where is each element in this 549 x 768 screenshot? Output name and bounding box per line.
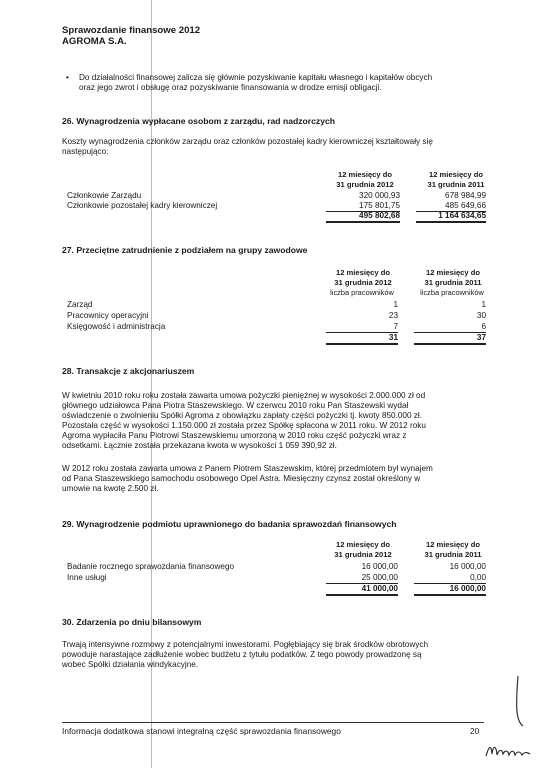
s28-paragraph1-line: oświadczenie o zwolnieniu Spółki Agroma z obowiązku zapłaty części pożyczki tj. kwoty 850.000 zł.	[62, 411, 422, 420]
footer-text: Informacja dodatkowa stanowi integralną część sprawozdania finansowego	[62, 726, 341, 736]
s29-row-value-2011: 16 000,00	[449, 562, 486, 571]
s29-total-2012: 41 000,00	[326, 584, 398, 596]
s28-paragraph1-line: W kwietniu 2010 roku roku została zawarta umowa pożyczki pieniężnej w wysokości 2.000.000 zł od	[62, 391, 426, 400]
s26-row-value-2011: 678 984,99	[445, 191, 486, 200]
s26-total-2011: 1 164 634,65	[416, 211, 486, 223]
s29-col2011-line1: 12 miesięcy do	[425, 540, 481, 549]
s27-row-value-2012: 7	[326, 322, 398, 333]
footer-divider	[62, 722, 484, 723]
section-28-heading: 28. Transakcje z akcjonariuszem	[62, 366, 195, 376]
section-27-heading: 27. Przeciętne zatrudnienie z podziałem na grupy zawodowe	[62, 245, 308, 255]
company-name: AGROMA S.A.	[62, 36, 127, 47]
s29-row-value-2012: 16 000,00	[361, 562, 398, 571]
s27-col2011-line1: 12 miesięcy do	[425, 268, 481, 277]
section-26-heading: 26. Wynagrodzenia wypłacane osobom z zarządu, rad nadzorczych	[62, 116, 336, 126]
s28-paragraph2-line: W 2012 roku została zawarta umowa z Panem Piotrem Staszewskim, której przedmiotem był wynajem	[62, 464, 433, 473]
s29-row-value-2011: 0,00	[414, 573, 486, 584]
handwritten-mark	[508, 674, 528, 730]
s26-row-label: Członkowie pozostałej kadry kierowniczej	[67, 201, 218, 210]
s27-row-label: Księgowość i administracja	[67, 322, 166, 331]
s27-col2012-line3: liczba pracowników	[330, 288, 394, 297]
s28-paragraph1-line: odsetkami. Łącznie została przekazana kwota w wysokości 1 059 390,92 zł.	[62, 441, 337, 450]
section-26-text-line2: następująco:	[62, 147, 109, 156]
s26-col2011-line1: 12 miesięcy do	[428, 170, 484, 179]
intro-bullet-line2: oraz jego zwrot i obsługę oraz pozyskiwanie finansowania w drodze emisji obligacji.	[79, 83, 382, 92]
section-26-text-line1: Koszty wynagrodzenia członków zarządu oraz członków pozostałej kadry kierowniczej kształtowały się	[62, 137, 433, 146]
s26-col2011-line2: 31 grudnia 2011	[427, 180, 485, 189]
s27-row-value-2011: 6	[414, 322, 486, 333]
s27-col2011-line2: 31 grudnia 2011	[424, 278, 482, 287]
s30-text-line: wobec Spółki działania windykacyjne.	[62, 660, 199, 669]
s27-row-label: Zarząd	[67, 300, 93, 309]
s27-col2012-line1: 12 miesięcy do	[335, 268, 391, 277]
page-number: 20	[470, 726, 480, 736]
s27-row-value-2011: 30	[476, 311, 486, 320]
s28-paragraph1-line: głównego udziałowca Pana Piotra Staszewskiego. W czerwcu 2010 roku Pan Staszewski wydał	[62, 401, 409, 410]
s27-row-label: Pracownicy operacyjni	[67, 311, 149, 320]
s29-col2011-line2: 31 grudnia 2011	[424, 550, 482, 559]
s26-row-label: Członkowie Zarządu	[67, 191, 142, 200]
s26-row-value-2012: 320 000,93	[359, 191, 400, 200]
s30-text-line: powoduje narastające zadłużenie wobec budżetu z tytułu podatków. Z tego powody prowadzonę są	[62, 650, 422, 659]
s28-paragraph2-line: umowie na kwotę 2.500 zł.	[62, 484, 159, 493]
s27-col2011-line3: liczba pracowników	[420, 288, 484, 297]
s30-text-line: Trwają intensywne rozmowy z potencjalnymi inwestorami. Pogłębiający się brak środków obrotowych	[62, 640, 429, 649]
s29-row-label: Badanie rocznego sprawozdania finansowego	[67, 562, 235, 571]
s26-total-2012: 495 802,68	[326, 211, 400, 223]
bullet-icon: •	[66, 73, 69, 82]
s27-row-value-2012: 23	[388, 311, 398, 320]
s27-col2012-line2: 31 grudnia 2012	[334, 278, 392, 287]
s29-total-2011: 16 000,00	[414, 584, 486, 596]
document-title: Sprawozdanie finansowe 2012	[62, 25, 201, 36]
s27-total-2012: 31	[326, 333, 398, 345]
s28-paragraph1-line: Agroma wypłaciła Panu Piotrowi Staszewskiemu umorzoną w 2010 roku część pożyczki wraz z	[62, 431, 407, 440]
s28-paragraph1-line: Pozostała część w wysokości 1.150.000 zł została przez Spółkę spłacona w 2011 roku. W 2012 roku	[62, 421, 426, 430]
s29-col2012-line2: 31 grudnia 2012	[334, 550, 392, 559]
s27-row-value-2012: 1	[393, 300, 398, 309]
s26-col2012-line2: 31 grudnia 2012	[336, 180, 394, 189]
intro-bullet-line1: Do działalności finansowej zalicza się głównie pozyskiwanie kapitału własnego i kapitałów obcych	[79, 73, 433, 82]
s27-row-value-2011: 1	[481, 300, 486, 309]
s28-paragraph2-line: od Pana Staszewskiego samochodu osobowego Opel Astra. Miesięczny czynsz został określony w	[62, 474, 421, 483]
s26-col2012-line1: 12 miesięcy do	[337, 170, 393, 179]
s26-row-value-2011: 485 649,66	[416, 201, 486, 212]
s26-row-value-2012: 175 801,75	[326, 201, 400, 212]
s29-row-value-2012: 25 000,00	[326, 573, 398, 584]
s29-row-label: Inne usługi	[67, 573, 107, 582]
signature-initials	[484, 740, 532, 762]
section-30-heading: 30. Zdarzenia po dniu bilansowym	[62, 617, 202, 627]
section-29-heading: 29. Wynagrodzenie podmiotu uprawnionego do badania sprawozdań finansowych	[62, 519, 397, 529]
s29-col2012-line1: 12 miesięcy do	[335, 540, 391, 549]
s27-total-2011: 37	[414, 333, 486, 345]
